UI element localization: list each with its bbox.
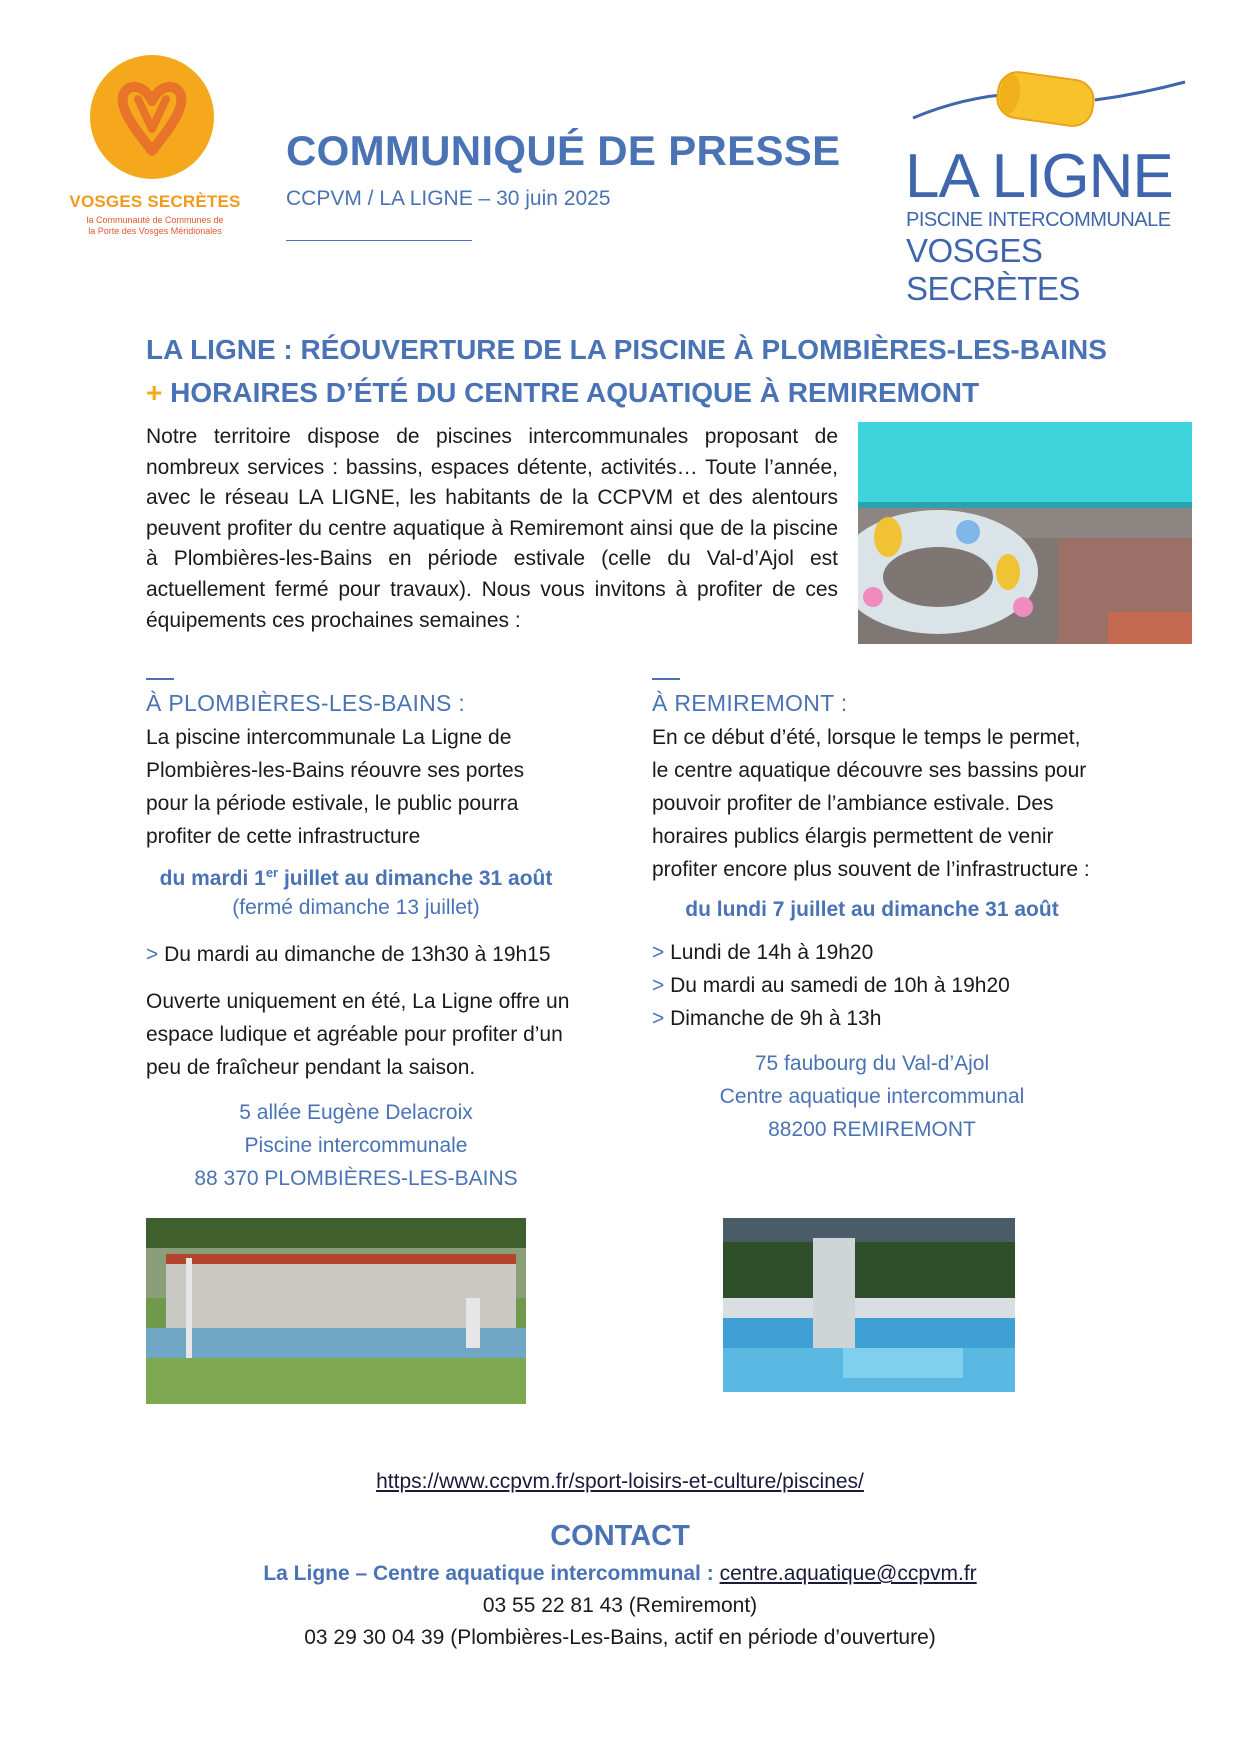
headline-line2-text: HORAIRES D’ÉTÉ DU CENTRE AQUATIQUE À REMIREMONT [162, 377, 980, 408]
hours1-text: Lundi de 14h à 19h20 [664, 941, 874, 964]
plombieres-address-line2: Piscine intercommunale [244, 1134, 468, 1157]
contact-org: La Ligne – Centre aquatique intercommunal : [263, 1562, 714, 1585]
press-meta: CCPVM / LA LIGNE – 30 juin 2025 [286, 187, 611, 210]
vs-subtitle-line2: la Porte des Vosges Méridionales [88, 226, 222, 236]
remiremont-hours-line2 [652, 969, 1122, 1002]
vs-subtitle-line1: la Communauté de Communes de [86, 215, 224, 225]
remiremont-section [652, 678, 1122, 1146]
contact-phone2: 03 29 30 04 39 (Plombières-Les-Bains, actif en période d’ouverture) [304, 1626, 936, 1649]
vosges-secretes-heart-icon [90, 55, 214, 179]
vosges-secretes-title: VOSGES SECRÈTES [69, 192, 241, 211]
intro-paragraph: Notre territoire dispose de piscines intercommunales proposant de nombreux services : bassins, espaces détente, activités… Toute l’année, avec le réseau LA LIGNE, les habitants de la CCPVM et des alentours peuvent profiter du centre aquatique à Remiremont ainsi que de la piscine à Plombières-les-Bains en période estivale (celle du Val-d’Ajol est actuellement fermé pour travaux). Nous vous invitons à profiter de ces équipements ces prochaines semaines : [146, 425, 838, 632]
plombieres-section [146, 678, 616, 1195]
remiremont-text: En ce début d’été, lorsque le temps le permet, le centre aquatique découvre ses bassins pour pouvoir profiter de l’ambiance estivale. Des horaires publics élargis permettent de venir profiter encore plus souvent de l’infrastructure : [652, 726, 1090, 881]
swim-ring-photo [858, 422, 1192, 644]
headline-line1: LA LIGNE : RÉOUVERTURE DE LA PISCINE À PLOMBIÈRES-LES-BAINS [146, 334, 1107, 365]
plombieres-pool-photo [146, 1218, 526, 1404]
plombieres-hours-text: Du mardi au dimanche de 13h30 à 19h15 [158, 943, 551, 966]
section-dash [652, 678, 680, 680]
la-ligne-logo-subtitle: PISCINE INTERCOMMUNALE [906, 209, 1171, 231]
plombieres-text2: Ouverte uniquement en été, La Ligne offre un espace ludique et agréable pour profiter d’un peu de fraîcheur pendant la saison. [146, 990, 570, 1079]
date-pre: du mardi 1 [159, 867, 266, 890]
la-ligne-logo-title: LA LIGNE [905, 142, 1173, 211]
plombieres-address-line3: 88 370 PLOMBIÈRES-LES-BAINS [194, 1167, 518, 1190]
remiremont-hours-line3 [652, 1002, 1122, 1035]
remiremont-hours [652, 936, 1122, 1035]
headline [146, 328, 1107, 414]
remiremont-dates: du lundi 7 juillet au dimanche 31 août [685, 898, 1059, 921]
vosges-secretes-logo [60, 55, 260, 245]
arrow-marker: > [652, 941, 665, 964]
arrow-marker: > [652, 974, 665, 997]
plombieres-address-line1: 5 allée Eugène Delacroix [239, 1101, 473, 1124]
vosges-secretes-subtitle [60, 215, 250, 237]
contact-heading: CONTACT [550, 1520, 690, 1552]
plombieres-dates [146, 865, 566, 891]
remiremont-address-line3: 88200 REMIREMONT [768, 1118, 976, 1141]
arrow-marker: > [146, 943, 159, 966]
remiremont-heading: À REMIREMONT : [652, 690, 848, 716]
hours3-text: Dimanche de 9h à 13h [664, 1007, 882, 1030]
plombieres-text: La piscine intercommunale La Ligne de Plombières-les-Bains réouvre ses portes pour la période estivale, le public pourra profiter de cette infrastructure [146, 726, 525, 848]
date-post: juillet au dimanche 31 août [278, 867, 553, 890]
remiremont-address-line2: Centre aquatique intercommunal [719, 1085, 1025, 1108]
la-ligne-logo [905, 66, 1195, 307]
hours2-text: Du mardi au samedi de 10h à 19h20 [664, 974, 1010, 997]
la-ligne-logo-tagline: VOSGES SECRÈTES [906, 232, 1080, 307]
arrow-marker: > [652, 1007, 665, 1030]
remiremont-pool-photo [723, 1218, 1015, 1392]
contact-email-link[interactable]: centre.aquatique@ccpvm.fr [719, 1562, 977, 1585]
contact-phone1: 03 55 22 81 43 (Remiremont) [482, 1594, 758, 1617]
buoy-line-icon [905, 66, 1195, 146]
headline-line2 [146, 371, 1107, 414]
plombieres-hours [146, 938, 616, 971]
plombieres-heading: À PLOMBIÈRES-LES-BAINS : [146, 690, 466, 716]
headline-plus: + [146, 377, 163, 408]
date-sup: er [265, 865, 279, 880]
contact-org-line [0, 1562, 1240, 1586]
plombieres-address [146, 1096, 566, 1195]
website-link[interactable]: https://www.ccpvm.fr/sport-loisirs-et-culture/piscines/ [376, 1470, 864, 1493]
section-dash [146, 678, 174, 680]
press-title: COMMUNIQUÉ DE PRESSE [286, 127, 841, 174]
website-link-row [0, 1470, 1240, 1494]
remiremont-hours-line1 [652, 936, 1122, 969]
remiremont-address-line1: 75 faubourg du Val-d’Ajol [754, 1052, 990, 1075]
remiremont-address [652, 1047, 1092, 1146]
header-rule [286, 240, 472, 241]
plombieres-closed-note: (fermé dimanche 13 juillet) [232, 896, 480, 919]
